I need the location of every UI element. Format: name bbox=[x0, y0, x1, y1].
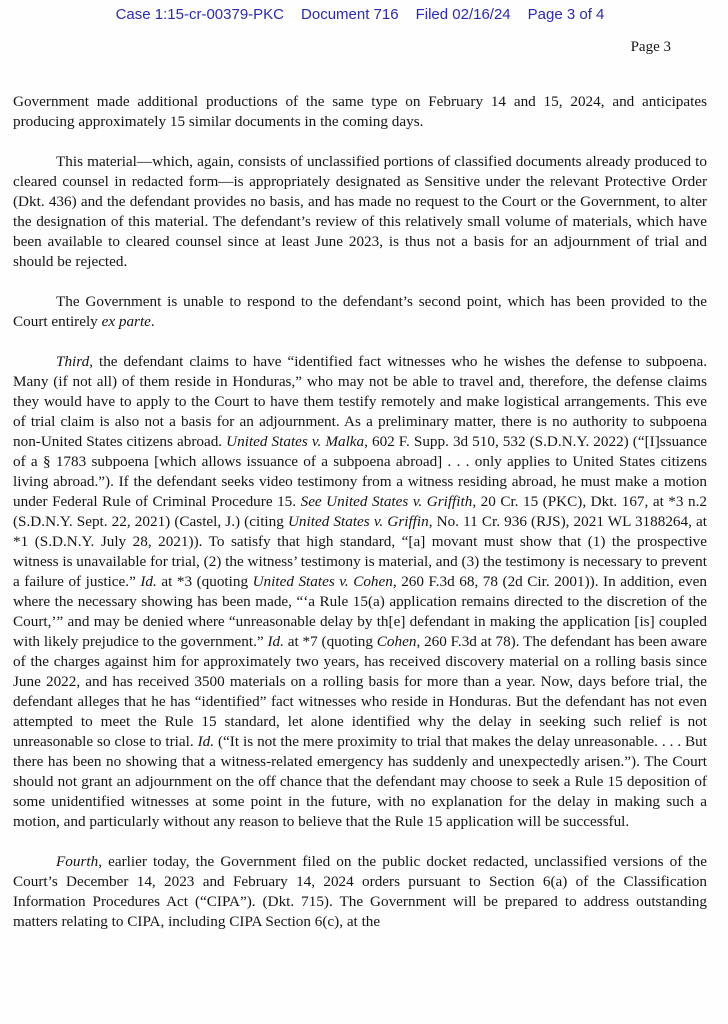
ecf-stamp bbox=[13, 6, 707, 24]
text-run: , the defendant claims to have “identified fact witnesses who he wishes the defense to subpoena. Many (if not all) of them reside in Honduras,” who may not be able to travel and, therefore, the defense claims they would have to apply to the Court to have them testify remotely and make logistical arrangements. This eve of trial claim is also not a basis for an adjournment. As a preliminary matter, there is no authority to subpoena non-United States citizens abroad. bbox=[13, 353, 707, 450]
italic-text-run: United States v. Griffin bbox=[287, 513, 429, 530]
stamp-page-count: Page 3 of 4 bbox=[527, 6, 605, 23]
text-run: , earlier today, the Government filed on the public docket redacted, unclassified versions of the Court’s December 14, 2023 and February 14, 2024 orders pursuant to Section 6(a) of the Classification Information Procedures Act (“CIPA”). (Dkt. 715). The Government will be prepared to address outstanding matters relating to CIPA, including CIPA Section 6(c), at the bbox=[13, 853, 707, 930]
paragraph bbox=[13, 352, 707, 832]
page-number: Page 3 bbox=[630, 39, 671, 55]
italic-text-run: Id. bbox=[267, 633, 284, 650]
paragraph bbox=[13, 152, 707, 272]
stamp-case-number: Case 1:15-cr-00379-PKC bbox=[115, 6, 285, 23]
paragraph bbox=[13, 852, 707, 932]
text-run: , 260 F.3d at 78). The defendant has been aware of the charges against him for approximately two years, has received discovery material on a rolling basis since June 2022, and has received 3500 materials on a rolling basis for more than a year. Now, days before trial, the defendant alleges that he has “identified” fact witnesses who reside in Honduras. But the defendant has not even attempted to meet the Rule 15 standard, let alone identified why the delay in seeking such relief is not unreasonable so close to trial. bbox=[13, 633, 707, 750]
stamp-document-number: Document 716 bbox=[301, 6, 399, 23]
text-run: , 602 F. Supp. 3d 510, 532 (S.D.N.Y. 2022) (“[I]ssuance of a § 1783 subpoena [which allows issuance of a subpoena abroad] . . . only applies to United States citizens living abroad.”). If the defendant seeks video testimony from a witness residing abroad, he must make a motion under Federal Rule of Criminal Procedure 15. bbox=[13, 433, 707, 510]
italic-text-run: Id. bbox=[140, 573, 157, 590]
italic-text-run: United States v. Cohen bbox=[252, 573, 393, 590]
text-run: at *3 (quoting bbox=[156, 573, 253, 590]
text-run: The Government is unable to respond to the defendant’s second point, which has been provided to the Court entirely bbox=[13, 293, 707, 330]
italic-text-run: ex parte bbox=[101, 313, 151, 330]
text-run: (“It is not the mere proximity to trial that makes the delay unreasonable. . . . But there has been no showing that a witness-related emergency has suddenly and unexpectedly arisen.”). The Court should not grant an adjournment on the off chance that the defendant may choose to seek a Rule 15 deposition of some unidentified witnesses at some point in the future, with no explanation for the delay in making such a motion, and particularly without any reason to believe that the Rule 15 application will be successful. bbox=[13, 733, 707, 830]
text-run: , 20 Cr. 15 (PKC), Dkt. 167, at *3 n.2 (S.D.N.Y. Sept. 22, 2021) (Castel, J.) (citing bbox=[13, 493, 707, 530]
paragraph bbox=[13, 92, 707, 132]
italic-text-run: Cohen bbox=[376, 633, 417, 650]
italic-text-run: Fourth bbox=[56, 853, 99, 870]
paragraph bbox=[13, 292, 707, 332]
italic-text-run: Id. bbox=[197, 733, 215, 750]
text-run: at *7 (quoting bbox=[283, 633, 377, 650]
italic-text-run: United States v. Malka bbox=[226, 433, 365, 450]
text-run: , 260 F.3d 68, 78 (2d Cir. 2001)). In addition, even where the necessary showing has been made, “‘a Rule 15(a) application remains directed to the discretion of the Court,’” and may be denied where “unreasonable delay by th[e] defendant in making the application [is] coupled with likely prejudice to the government.” bbox=[13, 573, 707, 650]
text-run: Government made additional productions of the same type on February 14 and 15, 2024, and anticipates producing approximately 15 similar documents in the coming days. bbox=[13, 93, 707, 130]
text-run: , No. 11 Cr. 936 (RJS), 2021 WL 3188264, at *1 (S.D.N.Y. July 28, 2021)). To satisfy that high standard, “[a] movant must show that (1) the prospective witness is unavailable for trial, (2) the witness’ testimony is material, and (3) the testimony is necessary to prevent a failure of justice.” bbox=[13, 513, 707, 590]
text-run: This material—which, again, consists of unclassified portions of classified documents already produced to cleared counsel in redacted form—is appropriately designated as Sensitive under the relevant Protective Order (Dkt. 436) and the defendant provides no basis, and has made no request to the Court or the Government, to alter the designation of this material. The defendant’s review of this relatively small volume of materials, which have been available to cleared counsel since at least June 2023, is thus not a basis for an adjournment of trial and should be rejected. bbox=[13, 153, 707, 270]
italic-text-run: Third bbox=[56, 353, 90, 370]
stamp-filed-date: Filed 02/16/24 bbox=[415, 6, 511, 23]
text-run: . bbox=[150, 313, 155, 330]
document-body bbox=[13, 92, 707, 952]
italic-text-run: See United States v. Griffith bbox=[300, 493, 473, 510]
